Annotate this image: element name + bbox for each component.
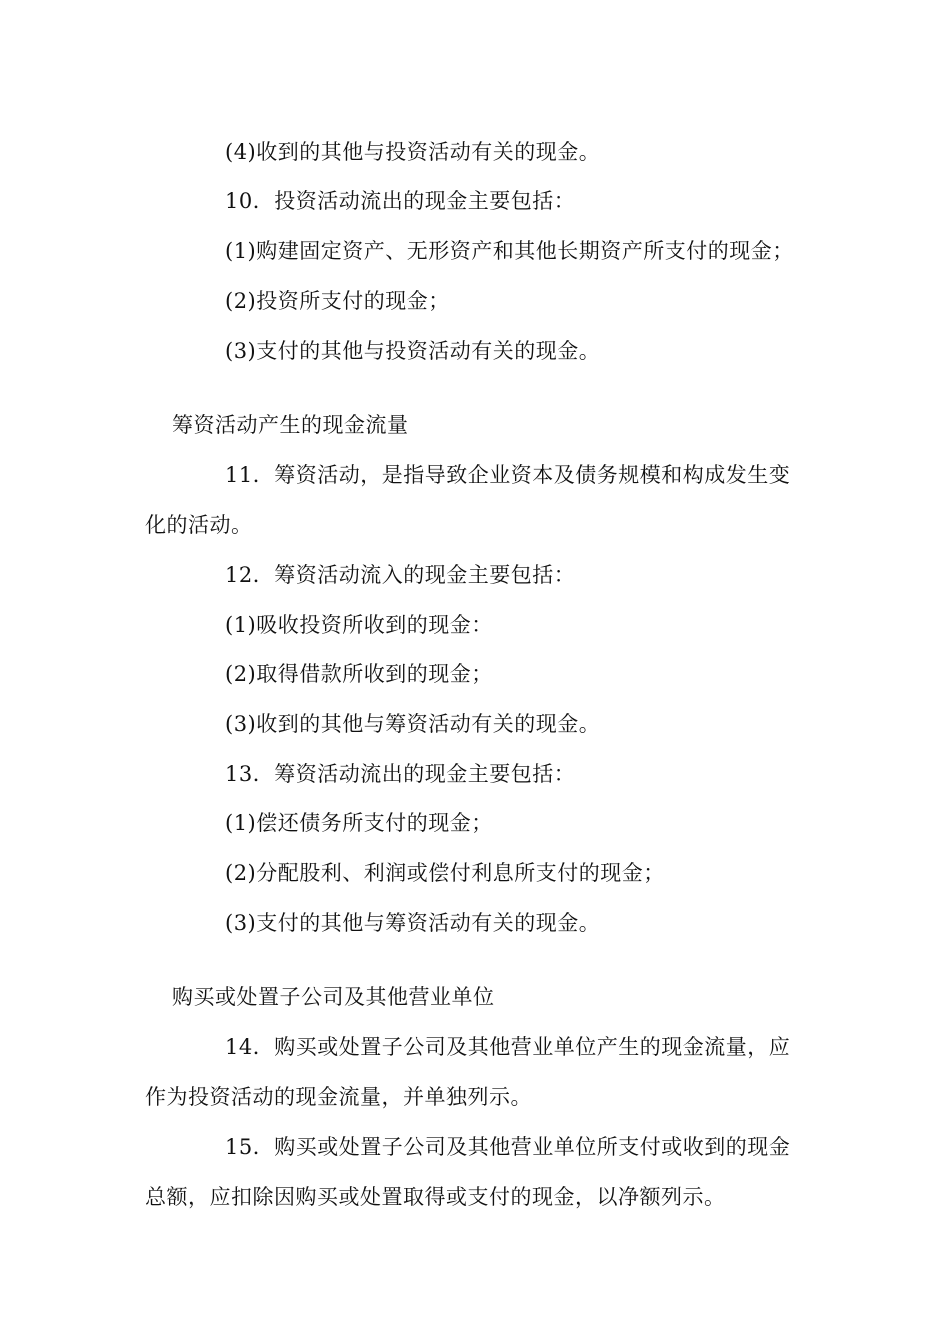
text-line: 10．投资活动流出的现金主要包括： <box>225 189 576 213</box>
text-line: (1)偿还债务所支付的现金； <box>225 811 493 835</box>
text-line: 12．筹资活动流入的现金主要包括： <box>225 563 576 587</box>
text-line: (3)支付的其他与投资活动有关的现金。 <box>225 339 601 363</box>
text-line: 化的活动。 <box>145 513 253 537</box>
text-line: (3)收到的其他与筹资活动有关的现金。 <box>225 712 601 736</box>
text-line: 作为投资活动的现金流量，并单独列示。 <box>145 1085 532 1109</box>
section-heading: 筹资活动产生的现金流量 <box>172 413 409 437</box>
text-line: (2)投资所支付的现金； <box>225 289 450 313</box>
text-line: (2)取得借款所收到的现金； <box>225 662 493 686</box>
text-line: 11．筹资活动，是指导致企业资本及债务规模和构成发生变 <box>225 463 791 487</box>
text-line: (2)分配股利、利润或偿付利息所支付的现金； <box>225 861 665 885</box>
text-line: (1)购建固定资产、无形资产和其他长期资产所支付的现金； <box>225 239 794 263</box>
text-line: 15．购买或处置子公司及其他营业单位所支付或收到的现金 <box>225 1135 791 1159</box>
text-line: (3)支付的其他与筹资活动有关的现金。 <box>225 911 601 935</box>
text-line: 14．购买或处置子公司及其他营业单位产生的现金流量，应 <box>225 1035 791 1059</box>
text-line: (4)收到的其他与投资活动有关的现金。 <box>225 140 601 164</box>
section-heading: 购买或处置子公司及其他营业单位 <box>172 985 495 1009</box>
text-line: 13．筹资活动流出的现金主要包括： <box>225 762 576 786</box>
text-line: (1)吸收投资所收到的现金： <box>225 613 493 637</box>
text-line: 总额，应扣除因购买或处置取得或支付的现金，以净额列示。 <box>145 1185 726 1209</box>
